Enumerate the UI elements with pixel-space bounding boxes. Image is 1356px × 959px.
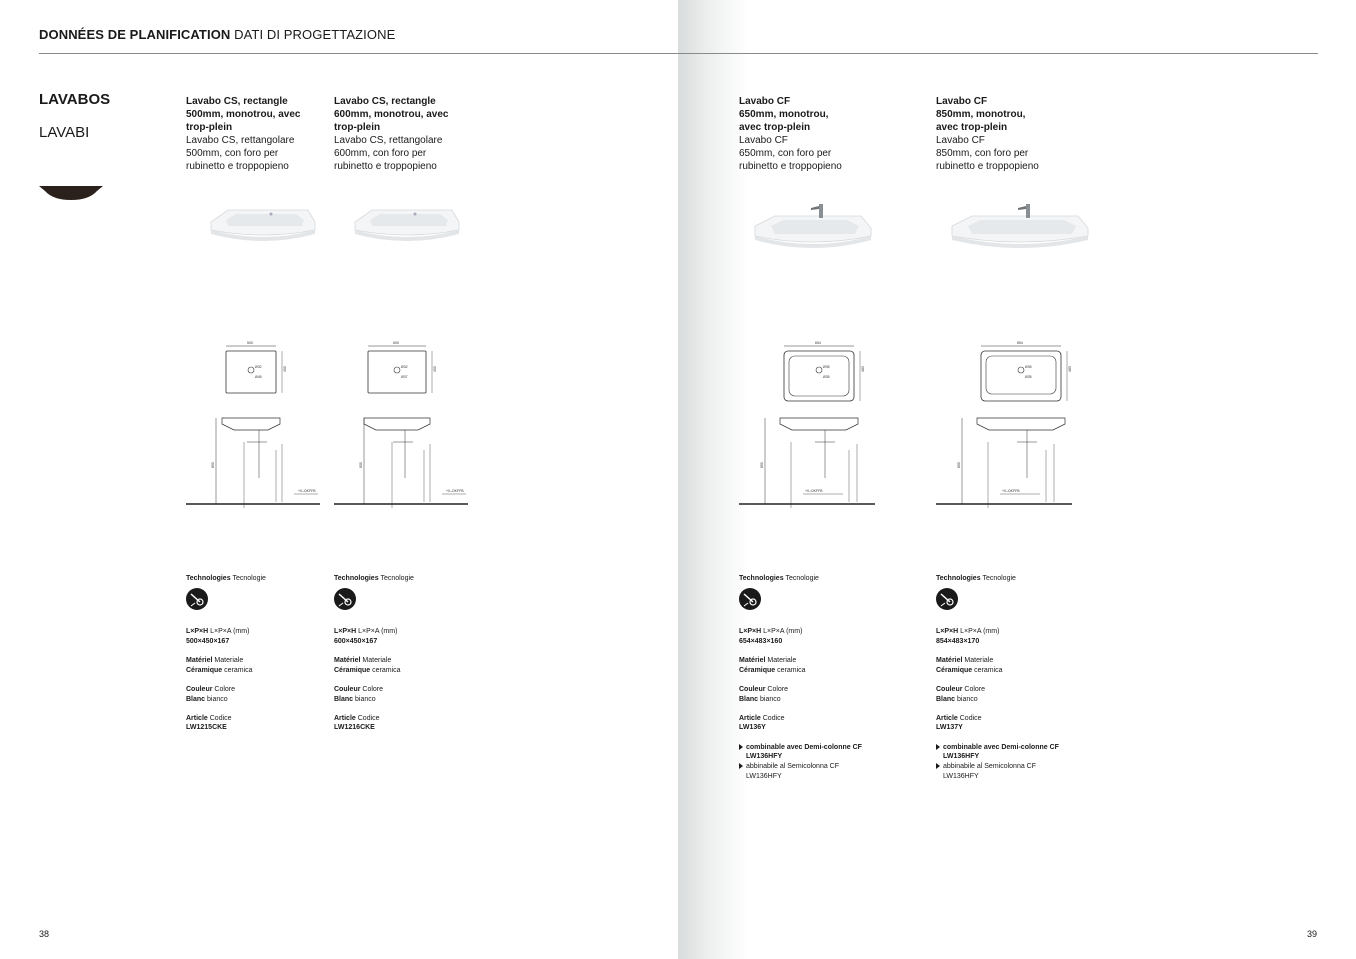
combo-fr-code: LW136HFY [943, 753, 980, 761]
page-spread-gutter [678, 0, 748, 959]
spec-dims-label-it: L×P×A (mm) [210, 628, 250, 635]
product-title-fr-line: trop-plein [186, 122, 233, 133]
spec-dims-value: 654×483×160 [739, 637, 783, 645]
product-title [936, 95, 1071, 173]
drawing-floor-height-label: 850 [359, 462, 363, 468]
spec-dims-label-it: L×P×A (mm) [358, 628, 398, 635]
technologies-label-it: Tecnologie [785, 575, 819, 582]
product-title-it-line: 850mm, con foro per [936, 148, 1029, 159]
spec-dims-label-fr: L×P×H [186, 628, 209, 635]
technologies-label [186, 575, 266, 582]
technologies-label-fr: Technologies [186, 575, 231, 582]
product-title-it-line: 500mm, con foro per [186, 148, 279, 159]
spec-col-value-fr: Blanc [936, 695, 956, 703]
product-title-fr-line: 600mm, monotrou, avec [334, 109, 449, 120]
product-specs [936, 627, 1086, 781]
spec-dims-label-fr: L×P×H [334, 628, 357, 635]
combo-fr-code: LW136HFY [746, 753, 783, 761]
spec-art-label-fr: Article [334, 714, 356, 722]
ceramic-glaze-technology-icon [186, 588, 208, 610]
ceramic-glaze-technology-icon [334, 588, 356, 610]
spec-col-label-fr: Couleur [936, 685, 963, 693]
technologies-label-it: Tecnologie [232, 575, 266, 582]
drawing-floor-note: +0–OKFFB [1002, 489, 1020, 493]
drawing-depth-label: 450 [433, 366, 437, 372]
product-specs [334, 627, 484, 743]
product-photo [753, 196, 873, 256]
technical-drawing [334, 338, 474, 508]
spec-mat-value-it: ceramica [224, 666, 253, 674]
spec-article-code: LW1215CKE [186, 724, 227, 732]
spec-col-label-it: Colore [362, 685, 384, 693]
technologies-label-it: Tecnologie [982, 575, 1016, 582]
product-photo [950, 196, 1090, 256]
product-photo [208, 200, 318, 260]
spec-mat-label-fr: Matériel [739, 656, 766, 664]
spec-col-value-it: bianco [957, 695, 978, 703]
product-title-fr-line: 650mm, monotrou, [739, 109, 829, 120]
spec-color [334, 685, 484, 704]
spec-art-label-fr: Article [186, 714, 208, 722]
drawing-floor-note: +0–OKFFB [446, 489, 464, 493]
spec-mat-label-fr: Matériel [334, 656, 361, 664]
spec-mat-value-fr: Céramique [186, 666, 223, 674]
product-title-it-line: rubinetto e troppopieno [334, 161, 437, 172]
combo-it-code: LW136HFY [746, 772, 782, 780]
product-title-fr-line: avec trop-plein [936, 122, 1008, 133]
spec-art-label-it: Codice [762, 714, 785, 722]
product-title-fr-line: 850mm, monotrou, [936, 109, 1026, 120]
spec-article [739, 714, 889, 733]
combination-note [739, 743, 889, 782]
spec-mat-value-it: ceramica [974, 666, 1003, 674]
product-title-it-line: rubinetto e troppopieno [186, 161, 289, 172]
drawing-diameter-label: Ø35 [1025, 365, 1032, 369]
drawing-floor-height-label: 850 [211, 462, 215, 468]
spec-dimensions [334, 627, 484, 646]
drawing-diameter-label: Ø37 [401, 375, 408, 379]
spec-dims-label-it: L×P×A (mm) [960, 628, 1000, 635]
spec-mat-value-it: ceramica [777, 666, 806, 674]
spec-article-code: LW136Y [739, 724, 766, 732]
spec-mat-label-it: Materiale [362, 656, 392, 664]
header-rule [39, 53, 1318, 54]
spec-art-label-it: Codice [209, 714, 232, 722]
page-number-right: 39 [1307, 929, 1318, 939]
product-title-it-line: rubinetto e troppopieno [739, 161, 842, 172]
drawing-floor-note: +0–OKFFB [298, 489, 316, 493]
ceramic-glaze-technology-icon [739, 588, 761, 610]
product-title [739, 95, 874, 173]
drawing-diameter-label: Ø32 [255, 365, 262, 369]
section-title-it: LAVABI [39, 124, 90, 141]
spec-color [936, 685, 1086, 704]
spec-dims-value: 600×450×167 [334, 637, 378, 645]
page-number-left: 38 [39, 929, 50, 939]
technologies-label-fr: Technologies [334, 575, 379, 582]
product-title-it-line: Lavabo CF [739, 135, 788, 146]
page-header [39, 27, 395, 42]
technical-drawing [739, 338, 879, 508]
spec-article [936, 714, 1086, 733]
spec-material [936, 656, 1086, 675]
arrow-right-icon [739, 763, 743, 769]
spec-mat-value-fr: Céramique [739, 666, 776, 674]
drawing-depth-label: 483 [861, 366, 865, 372]
spec-col-label-fr: Couleur [334, 685, 361, 693]
drawing-depth-label: 450 [283, 366, 287, 372]
drawing-floor-height-label: 850 [760, 462, 764, 468]
spec-color [186, 685, 336, 704]
product-title-fr-line: 500mm, monotrou, avec [186, 109, 301, 120]
spec-col-label-it: Colore [214, 685, 236, 693]
spec-col-value-it: bianco [355, 695, 376, 703]
technologies-label-fr: Technologies [936, 575, 981, 582]
technologies-label [739, 575, 819, 582]
spec-mat-value-it: ceramica [372, 666, 401, 674]
product-title-it-line: Lavabo CS, rettangolare [186, 135, 295, 146]
spec-mat-label-it: Materiale [214, 656, 244, 664]
header-title-it: DATI DI PROGETTAZIONE [234, 27, 396, 42]
spec-col-value-it: bianco [760, 695, 781, 703]
combination-note [936, 743, 1086, 782]
drawing-diameter-label: Ø35 [1025, 375, 1032, 379]
spec-mat-label-it: Materiale [964, 656, 994, 664]
arrow-right-icon [936, 763, 940, 769]
technical-drawing [936, 338, 1076, 508]
spec-article [186, 714, 336, 733]
spec-dims-label-fr: L×P×H [739, 628, 762, 635]
drawing-width-label: 600 [393, 341, 399, 345]
drawing-depth-label: 483 [1068, 366, 1072, 372]
product-title-it-line: rubinetto e troppopieno [936, 161, 1039, 172]
spec-color [739, 685, 889, 704]
spec-mat-label-fr: Matériel [186, 656, 213, 664]
spec-dimensions [739, 627, 889, 646]
product-title [334, 95, 469, 173]
combo-it: abbinabile al Semicolonna CF [943, 763, 1036, 771]
spec-col-value-fr: Blanc [186, 695, 206, 703]
spec-material [334, 656, 484, 675]
product-title-fr-line: Lavabo CF [739, 96, 791, 107]
spec-dimensions [936, 627, 1086, 646]
product-title-fr-line: Lavabo CS, rectangle [334, 96, 436, 107]
spec-col-value-fr: Blanc [334, 695, 354, 703]
product-title-fr-line: avec trop-plein [739, 122, 811, 133]
washbasin-category-icon [39, 186, 103, 202]
technologies-label-it: Tecnologie [380, 575, 414, 582]
spec-dims-value: 500×450×167 [186, 637, 230, 645]
spec-dims-label-it: L×P×A (mm) [763, 628, 803, 635]
product-title-it-line: 600mm, con foro per [334, 148, 427, 159]
spec-col-label-fr: Couleur [186, 685, 213, 693]
spec-col-label-it: Colore [767, 685, 789, 693]
drawing-diameter-label: Ø32 [401, 365, 408, 369]
arrow-right-icon [936, 744, 940, 750]
spec-art-label-it: Codice [357, 714, 380, 722]
spec-art-label-it: Codice [959, 714, 982, 722]
technical-drawing [186, 338, 326, 508]
product-title [186, 95, 321, 173]
technologies-label-fr: Technologies [739, 575, 784, 582]
spec-dimensions [186, 627, 336, 646]
spec-article-code: LW1216CKE [334, 724, 375, 732]
drawing-width-label: 854 [1017, 341, 1023, 345]
spec-article [334, 714, 484, 733]
spec-mat-value-fr: Céramique [334, 666, 371, 674]
technologies-label [936, 575, 1016, 582]
spec-col-label-it: Colore [964, 685, 986, 693]
combo-fr: combinable avec Demi-colonne CF [746, 743, 862, 751]
spec-material [186, 656, 336, 675]
spec-dims-value: 854×483×170 [936, 637, 980, 645]
product-title-it-line: 650mm, con foro per [739, 148, 832, 159]
spec-dims-label-fr: L×P×H [936, 628, 959, 635]
product-title-fr-line: Lavabo CS, rectangle [186, 96, 288, 107]
header-title-fr: DONNÉES DE PLANIFICATION [39, 27, 231, 42]
ceramic-glaze-technology-icon [936, 588, 958, 610]
combo-fr: combinable avec Demi-colonne CF [943, 743, 1059, 751]
spec-col-label-fr: Couleur [739, 685, 766, 693]
product-title-it-line: Lavabo CS, rettangolare [334, 135, 443, 146]
product-specs [186, 627, 336, 743]
drawing-width-label: 500 [247, 341, 253, 345]
spec-art-label-fr: Article [936, 714, 958, 722]
combo-it-code: LW136HFY [943, 772, 979, 780]
product-photo [352, 200, 462, 260]
section-title-fr: LAVABOS [39, 91, 111, 108]
spec-mat-value-fr: Céramique [936, 666, 973, 674]
drawing-width-label: 654 [815, 341, 821, 345]
combo-it: abbinabile al Semicolonna CF [746, 763, 839, 771]
drawing-diameter-label: Ø35 [823, 375, 830, 379]
spec-article-code: LW137Y [936, 724, 963, 732]
spec-col-value-fr: Blanc [739, 695, 759, 703]
spec-material [739, 656, 889, 675]
spec-col-value-it: bianco [207, 695, 228, 703]
spec-art-label-fr: Article [739, 714, 761, 722]
drawing-diameter-label: Ø35 [823, 365, 830, 369]
arrow-right-icon [739, 744, 743, 750]
product-title-fr-line: trop-plein [334, 122, 381, 133]
product-specs [739, 627, 889, 781]
spec-mat-label-fr: Matériel [936, 656, 963, 664]
technologies-label [334, 575, 414, 582]
spec-mat-label-it: Materiale [767, 656, 797, 664]
drawing-floor-note: +0–OKFFB [805, 489, 823, 493]
drawing-floor-height-label: 850 [957, 462, 961, 468]
drawing-diameter-label: Ø45 [255, 375, 262, 379]
product-title-it-line: Lavabo CF [936, 135, 985, 146]
product-title-fr-line: Lavabo CF [936, 96, 988, 107]
